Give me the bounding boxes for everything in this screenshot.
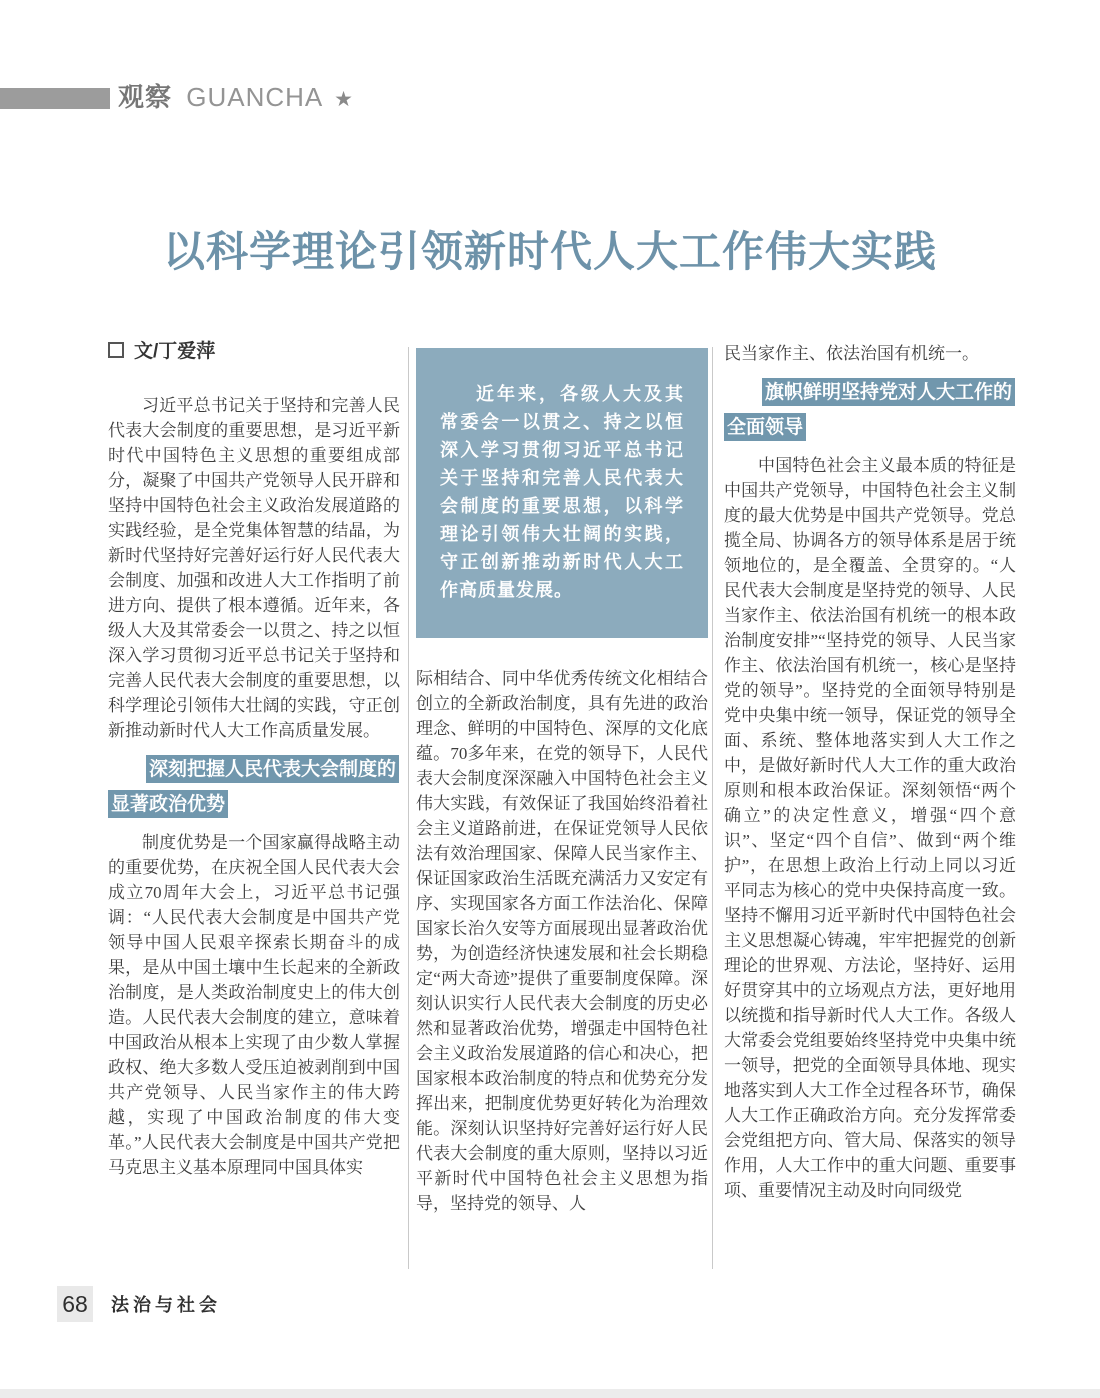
article-body <box>108 341 1016 1216</box>
page-bottom-edge <box>0 1389 1100 1398</box>
pull-quote-text: 近年来，各级人大及其常委会一以贯之、持之以恒深入学习贯彻习近平总书记关于坚持和完善人民代表大会制度的重要思想，以科学理论引领伟大壮阔的实践，守正创新推动新时代人大工作高质量发展。 <box>440 384 684 600</box>
column-3 <box>724 341 1016 1216</box>
author-square-icon <box>108 342 124 358</box>
page-footer <box>57 1286 221 1322</box>
article-title: 以科学理论引领新时代人大工作伟大实践 <box>162 228 937 276</box>
paragraph: 中国特色社会主义最本质的特征是中国共产党领导，中国特色社会主义制度的最大优势是中国共产党领导。党总揽全局、协调各方的领导体系是居于统领地位的，是全覆盖、全贯穿的。“人民代表大会制度是坚持党的领导、人民当家作主、依法治国有机统一的根本政治制度安排”“坚持党的领导、人民当家作主、依法治国有机统一，核心是坚持党的领导”。坚持党的全面领导特别是党中央集中统一领导，保证党的领导全面、系统、整体地落实到人大工作之中，是做好新时代人大工作的重大政治原则和根本政治保证。深刻领悟“两个确立”的决定性意义，增强“四个意识”、坚定“四个自信”、做到“两个维护”，在思想上政治上行动上同以习近平同志为核心的党中央保持高度一致。坚持不懈用习近平新时代中国特色社会主义思想凝心铸魂，牢牢把握党的创新理论的世界观、方法论，坚持好、运用好贯穿其中的立场观点方法，更好地用以统揽和指导新时代人大工作。各级人大常委会党组要始终坚持党中央集中统一领导，把党的全面领导具体地、现实地落实到人大工作全过程各环节，确保人大工作正确政治方向。充分发挥常委会党组把方向、管大局、保落实的领导作用，人大工作中的重大问题、重要事项、重要情况主动及时向同级党 <box>724 456 1016 1200</box>
journal-name: 法治与社会 <box>111 1295 221 1315</box>
section-title-cn: 观察 <box>118 82 173 112</box>
byline: 文/丁爱萍 <box>134 341 216 362</box>
paragraph: 习近平总书记关于坚持和完善人民代表大会制度的重要思想，是习近平新时代中国特色主义思想的重要组成部分，凝聚了中国共产党领导人民开辟和坚持中国特色社会主义政治发展道路的实践经验，是全党集体智慧的结晶，为新时代坚持好完善好运行好人民代表大会制度、加强和改进人大工作指明了前进方向、提供了根本遵循。近年来，各级人大及其常委会一以贯之、持之以恒深入学习贯彻习近平总书记关于坚持和完善人民代表大会制度的重要思想，以科学理论引领伟大壮阔的实践，守正创新推动新时代人大工作高质量发展。 <box>108 396 400 740</box>
section-title-en: GUANCHA <box>186 82 322 112</box>
section-kicker <box>118 80 354 117</box>
section-heading-2-text: 旗帜鲜明坚持党对人大工作的全面领导 <box>724 378 1015 441</box>
author-line <box>108 341 400 363</box>
pull-quote-box <box>416 348 708 638</box>
column-2 <box>416 341 708 1216</box>
column-divider-1 <box>408 347 409 1269</box>
page-number-badge: 68 <box>57 1286 93 1322</box>
paragraph: 民当家作主、依法治国有机统一。 <box>724 344 979 363</box>
paragraph: 际相结合、同中华优秀传统文化相结合创立的全新政治制度，具有先进的政治理念、鲜明的中国特色、深厚的文化底蕴。70多年来，在党的领导下，人民代表大会制度深深融入中国特色社会主义伟大实践，有效保证了我国始终沿着社会主义道路前进，在保证党领导人民依法有效治理国家、保障人民当家作主、保证国家政治生活既充满活力又安定有序、实现国家各方面工作法治化、保障国家长治久安等方面展现出显著政治优势，为创造经济快速发展和社会长期稳定“两大奇迹”提供了重要制度保障。深刻认识实行人民代表大会制度的历史必然和显著政治优势，增强走中国特色社会主义政治发展道路的信心和决心，把国家根本政治制度的特点和优势充分发挥出来，把制度优势更好转化为治理效能。深刻认识坚持好完善好运行好人民代表大会制度的重大原则，坚持以习近平新时代中国特色社会主义思想为指导，坚持党的领导、人 <box>416 669 708 1213</box>
column-1 <box>108 341 400 1216</box>
column-divider-2 <box>712 347 713 1269</box>
star-icon: ★ <box>334 88 354 111</box>
section-heading-1-text: 深刻把握人民代表大会制度的显著政治优势 <box>108 755 399 818</box>
section-heading-2 <box>724 375 1016 445</box>
section-heading-1 <box>108 752 400 822</box>
paragraph: 制度优势是一个国家赢得战略主动的重要优势，在庆祝全国人民代表大会成立70周年大会上，习近平总书记强调：“人民代表大会制度是中国共产党领导中国人民艰辛探索长期奋斗的成果，是从中国土壤中生长起来的全新政治制度，是人类政治制度史上的伟大创造。人民代表大会制度的建立，意味着中国政治从根本上实现了由少数人掌握政权、绝大多数人受压迫被剥削到中国共产党领导、人民当家作主的伟大跨越，实现了中国政治制度的伟大变革。”人民代表大会制度是中国共产党把马克思主义基本原理同中国具体实 <box>108 833 400 1177</box>
kicker-bar-rect <box>0 88 110 109</box>
